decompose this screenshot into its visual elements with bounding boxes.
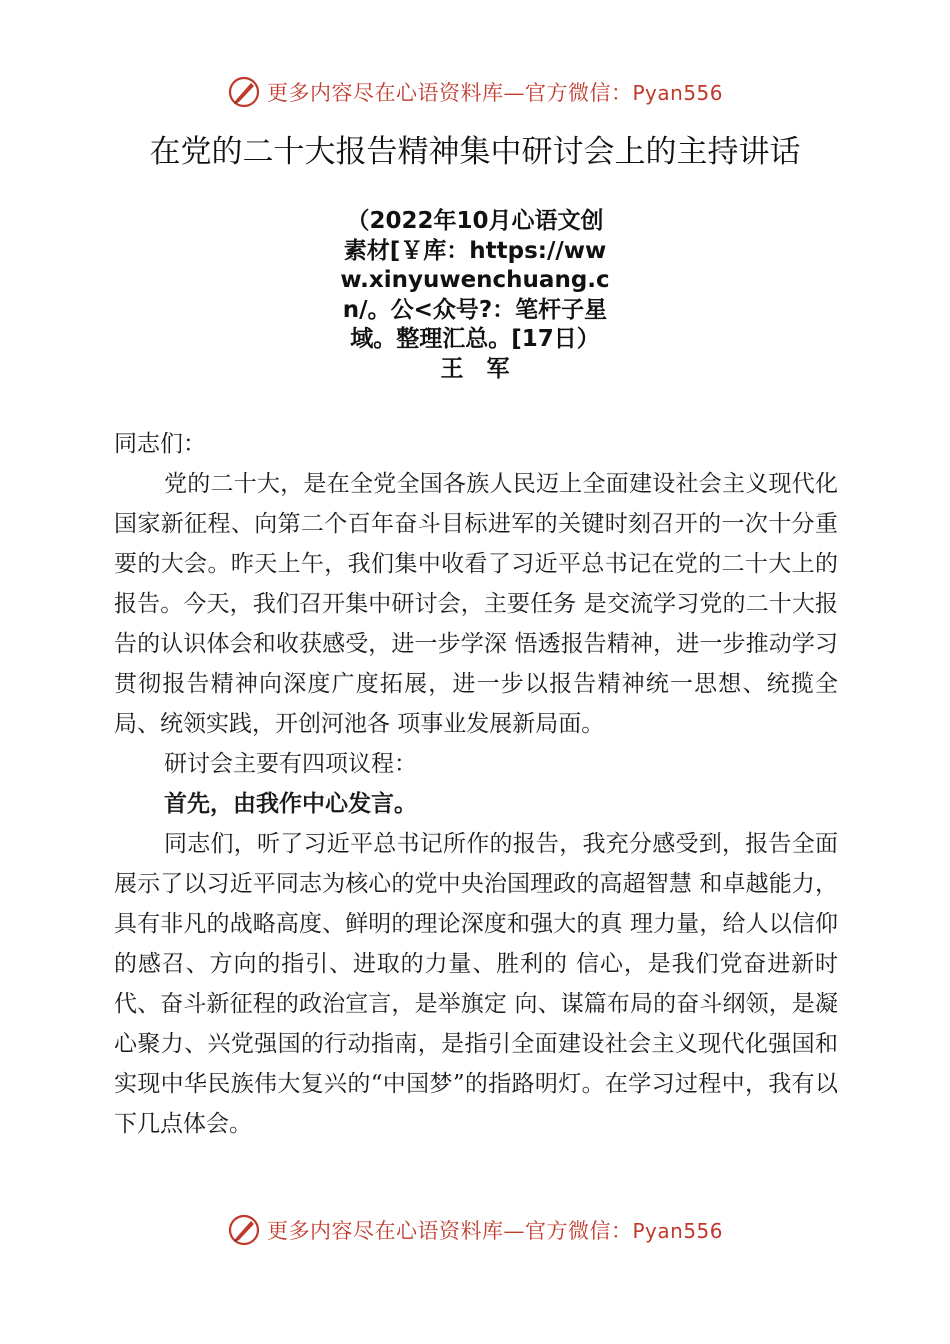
paragraph: 党的二十大，是在全党全国各族人民迈上全面建设社会主义现代化国家新征程、向第二个百年奋斗目标进军的关键时刻召开的一次十分重要的大会。昨天上午，我们集中收看了习近平总书记在党的二十大上的报告。今天，我们召开集中研讨会，主要任务 是交流学习党的二十大报告的认识体会和收获感受，进一步学深 悟透报告精神，进一步推动学习贯彻报告精神向深度广度拓展，进一步以报告精神统一思想、统揽全局、统领实践，开创河池各 项事业发展新局面。	[114, 471, 838, 737]
section-heading: 首先，由我作中心发言。	[164, 791, 417, 817]
footer-banner	[0, 1210, 950, 1250]
pen-logo-icon	[227, 75, 261, 109]
salutation: 同志们：	[114, 431, 206, 457]
paragraph: 同志们，听了习近平总书记所作的报告，我充分感受到，报告全面展示了以习近平同志为核心的党中央治国理政的高超智慧 和卓越能力，具有非凡的战略高度、鲜明的理论深度和强大的真 理力量，给人以信仰的感召、方向的指引、进取的力量、胜利的 信心，是我们党奋进新时代、奋斗新征程的政治宣言，是举旗定 向、谋篇布局的奋斗纲领，是凝心聚力、兴党强国的行动指南，是指引全面建设社会主义现代化强国和实现中华民族伟大复兴的“中国梦”的指路明灯。在学习过程中，我有以下几点体会。	[114, 831, 838, 1137]
header-banner	[0, 72, 950, 112]
banner-wechat-id: Pyan556	[632, 81, 723, 105]
document-meta: （2022年10月心语文创素材[￥库：https://www.xinyuwenchuang.cn/。公<众号?：笔杆子星域。整理汇总。[17日）王 军	[340, 208, 610, 382]
banner-text: 更多内容尽在心语资料库—官方微信：Pyan556	[266, 1219, 723, 1243]
banner-wechat-id: Pyan556	[632, 1219, 723, 1243]
banner-text: 更多内容尽在心语资料库—官方微信：Pyan556	[266, 81, 723, 105]
document-title: 在党的二十大报告精神集中研讨会上的主持讲话	[149, 134, 801, 170]
pen-logo-icon	[227, 1213, 261, 1247]
document-body	[114, 424, 838, 1144]
paragraph: 研讨会主要有四项议程：	[164, 751, 417, 777]
